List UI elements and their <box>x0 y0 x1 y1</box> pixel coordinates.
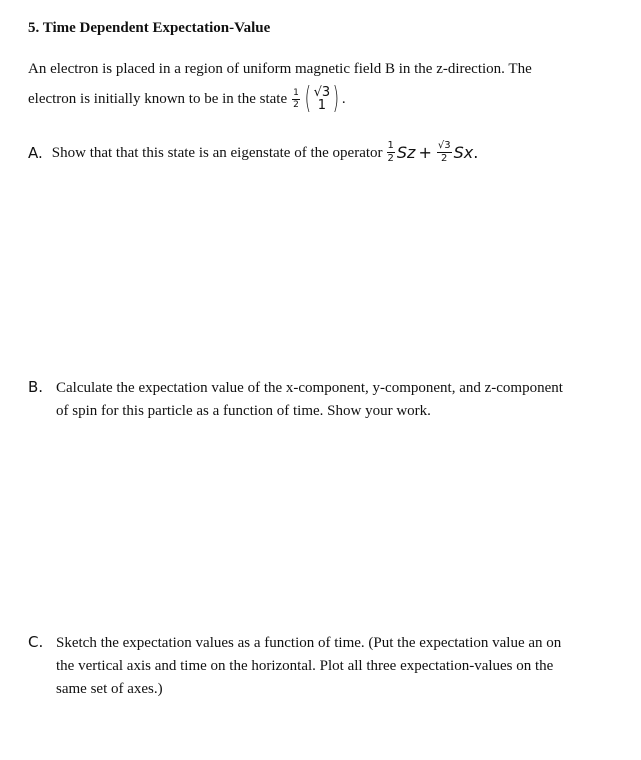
intro-line-1: An electron is placed in a region of uniform magnetic field B in the z-direction. The <box>28 61 532 77</box>
part-a-text: Show that that this state is an eigenstate of the operator <box>51 144 383 161</box>
state-vector-column <box>314 86 331 112</box>
state-fraction-denominator: 2 <box>293 99 299 110</box>
operator-fraction-1-denominator: 2 <box>387 153 394 164</box>
part-c-line-1: Sketch the expectation values as a function of time. (Put the expectation value an on <box>56 635 562 651</box>
part-a-label: A. <box>28 143 43 162</box>
operator-plus: + <box>418 142 432 162</box>
part-a-end-period: . <box>473 142 479 162</box>
part-b-line-1: Calculate the expectation value of the x-component, y-component, and z-component <box>56 380 563 396</box>
part-c-label: C. <box>28 633 44 651</box>
operator-sx: Sx <box>453 142 474 162</box>
right-paren-icon: ) <box>332 81 340 116</box>
part-c-line-3: same set of axes.) <box>56 681 163 697</box>
state-vector-top: √3 <box>313 85 331 100</box>
problem-title: 5. Time Dependent Expectation-Value <box>28 20 271 36</box>
part-c-line-2: the vertical axis and time on the horizontal. Plot all three expectation-values on the <box>56 658 554 674</box>
state-vector-bottom: 1 <box>317 98 326 113</box>
state-vector <box>302 81 342 116</box>
state-fraction <box>292 89 300 110</box>
operator-sz: Sz <box>396 142 416 162</box>
intro-line-2-text: electron is initially known to be in the state <box>28 91 288 107</box>
operator-fraction-2-denominator: 2 <box>441 153 448 164</box>
operator-fraction-2-numerator: √3 <box>437 140 451 151</box>
state-fraction-numerator: 1 <box>293 87 299 98</box>
part-b-line-2: of spin for this particle as a function of time. Show your work. <box>56 403 431 419</box>
part-a <box>28 141 478 164</box>
left-paren-icon: ( <box>304 81 311 116</box>
operator-fraction-1-numerator: 1 <box>387 140 394 151</box>
operator-fraction-2 <box>437 141 452 164</box>
part-b-label: B. <box>28 378 44 396</box>
state-end-period: . <box>341 91 346 107</box>
intro-line-2 <box>28 81 346 116</box>
operator-fraction-1 <box>387 141 395 164</box>
